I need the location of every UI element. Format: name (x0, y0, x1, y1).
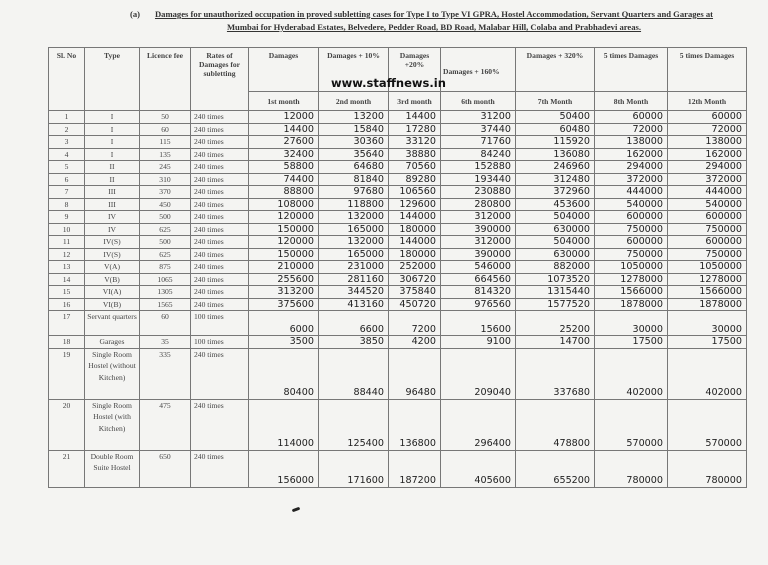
cell-6th-month: 312000 (441, 236, 516, 249)
cell-1st-month: 150000 (249, 223, 319, 236)
cell-1st-month: 255600 (249, 273, 319, 286)
cell-8th-month: 570000 (595, 399, 668, 450)
cell-3rd-month: 17280 (389, 123, 441, 136)
cell-2nd-month: 64680 (319, 161, 389, 174)
cell-7th-month: 136080 (516, 148, 595, 161)
cell-6th-month: 230880 (441, 186, 516, 199)
cell-sl-no: 21 (49, 450, 85, 487)
cell-6th-month: 296400 (441, 399, 516, 450)
cell-licence-fee: 35 (140, 336, 191, 349)
cell-8th-month: 294000 (595, 161, 668, 174)
cell-7th-month: 50400 (516, 111, 595, 124)
cell-8th-month: 780000 (595, 450, 668, 487)
cell-rate: 240 times (191, 198, 249, 211)
cell-12th-month: 1878000 (668, 298, 747, 311)
subheader-2nd-month: 2nd month (319, 92, 389, 111)
cell-3rd-month: 187200 (389, 450, 441, 487)
header-sl-no: Sl. No (49, 48, 85, 111)
cell-12th-month: 780000 (668, 450, 747, 487)
cell-sl-no: 13 (49, 261, 85, 274)
cell-licence-fee: 135 (140, 148, 191, 161)
cell-rate: 240 times (191, 248, 249, 261)
cell-1st-month: 120000 (249, 236, 319, 249)
cell-2nd-month: 171600 (319, 450, 389, 487)
cell-12th-month: 294000 (668, 161, 747, 174)
cell-1st-month: 88800 (249, 186, 319, 199)
cell-2nd-month: 3850 (319, 336, 389, 349)
cell-7th-month: 1315440 (516, 286, 595, 299)
cell-licence-fee: 60 (140, 311, 191, 336)
cell-sl-no: 18 (49, 336, 85, 349)
cell-2nd-month: 118800 (319, 198, 389, 211)
cell-3rd-month: 306720 (389, 273, 441, 286)
cell-3rd-month: 180000 (389, 248, 441, 261)
cell-6th-month: 37440 (441, 123, 516, 136)
table-row (49, 198, 747, 211)
cell-sl-no: 15 (49, 286, 85, 299)
cell-rate: 240 times (191, 450, 249, 487)
cell-12th-month: 540000 (668, 198, 747, 211)
cell-type: III (85, 198, 140, 211)
cell-12th-month: 30000 (668, 311, 747, 336)
cell-1st-month: 114000 (249, 399, 319, 450)
cell-2nd-month: 344520 (319, 286, 389, 299)
cell-type: II (85, 161, 140, 174)
cell-type: I (85, 123, 140, 136)
subheader-7th-month: 7th Month (516, 92, 595, 111)
cell-8th-month: 750000 (595, 223, 668, 236)
cell-7th-month: 115920 (516, 136, 595, 149)
cell-type: IV(S) (85, 236, 140, 249)
cell-rate: 240 times (191, 136, 249, 149)
cell-12th-month: 162000 (668, 148, 747, 161)
cell-8th-month: 540000 (595, 198, 668, 211)
cell-3rd-month: 38880 (389, 148, 441, 161)
cell-type: VI(A) (85, 286, 140, 299)
cell-1st-month: 150000 (249, 248, 319, 261)
cell-3rd-month: 375840 (389, 286, 441, 299)
cell-type: IV (85, 211, 140, 224)
cell-2nd-month: 165000 (319, 223, 389, 236)
cell-12th-month: 600000 (668, 236, 747, 249)
header-damages-320: Damages + 320% (516, 48, 595, 92)
cell-1st-month: 58800 (249, 161, 319, 174)
cell-type: III (85, 186, 140, 199)
cell-3rd-month: 7200 (389, 311, 441, 336)
cell-licence-fee: 1565 (140, 298, 191, 311)
cell-6th-month: 280800 (441, 198, 516, 211)
cell-2nd-month: 13200 (319, 111, 389, 124)
cell-7th-month: 655200 (516, 450, 595, 487)
cell-6th-month: 84240 (441, 148, 516, 161)
cell-rate: 240 times (191, 173, 249, 186)
cell-licence-fee: 875 (140, 261, 191, 274)
cell-3rd-month: 136800 (389, 399, 441, 450)
header-damages-10: Damages + 10% (319, 48, 389, 92)
cell-3rd-month: 89280 (389, 173, 441, 186)
cell-7th-month: 1577520 (516, 298, 595, 311)
subheader-1st-month: 1st month (249, 92, 319, 111)
cell-rate: 240 times (191, 286, 249, 299)
cell-sl-no: 16 (49, 298, 85, 311)
cell-rate: 240 times (191, 148, 249, 161)
cell-type: Single Room Hostel (without Kitchen) (85, 348, 140, 399)
cell-1st-month: 80400 (249, 348, 319, 399)
cell-type: IV (85, 223, 140, 236)
cell-2nd-month: 6600 (319, 311, 389, 336)
cell-8th-month: 60000 (595, 111, 668, 124)
cell-3rd-month: 70560 (389, 161, 441, 174)
cell-12th-month: 750000 (668, 248, 747, 261)
cell-3rd-month: 450720 (389, 298, 441, 311)
cell-8th-month: 17500 (595, 336, 668, 349)
cell-7th-month: 504000 (516, 236, 595, 249)
cell-1st-month: 32400 (249, 148, 319, 161)
cell-sl-no: 5 (49, 161, 85, 174)
cell-licence-fee: 500 (140, 211, 191, 224)
document-title (100, 8, 768, 34)
cell-2nd-month: 88440 (319, 348, 389, 399)
cell-2nd-month: 30360 (319, 136, 389, 149)
subheader-3rd-month: 3rd month (389, 92, 441, 111)
cell-sl-no: 10 (49, 223, 85, 236)
cell-8th-month: 162000 (595, 148, 668, 161)
cell-7th-month: 312480 (516, 173, 595, 186)
header-type: Type (85, 48, 140, 111)
cell-2nd-month: 15840 (319, 123, 389, 136)
table-row (49, 261, 747, 274)
cell-rate: 240 times (191, 399, 249, 450)
header-damages-160: Damages + 160% (441, 48, 516, 92)
cell-12th-month: 1278000 (668, 273, 747, 286)
cell-rate: 240 times (191, 236, 249, 249)
cell-sl-no: 14 (49, 273, 85, 286)
cell-6th-month: 814320 (441, 286, 516, 299)
table-row (49, 286, 747, 299)
cell-sl-no: 7 (49, 186, 85, 199)
cell-licence-fee: 625 (140, 223, 191, 236)
cell-rate: 240 times (191, 223, 249, 236)
cell-6th-month: 193440 (441, 173, 516, 186)
cell-3rd-month: 180000 (389, 223, 441, 236)
table-row (49, 248, 747, 261)
cell-12th-month: 372000 (668, 173, 747, 186)
cell-1st-month: 108000 (249, 198, 319, 211)
cell-12th-month: 60000 (668, 111, 747, 124)
table-row (49, 236, 747, 249)
title-line-2: Mumbai for Hyderabad Estates, Belvedere, Pedder Road, BD Road, Malabar Hill, Colaba and Prabhadevi areas. (226, 22, 642, 32)
cell-type: Garages (85, 336, 140, 349)
cell-2nd-month: 132000 (319, 211, 389, 224)
cell-12th-month: 72000 (668, 123, 747, 136)
cell-8th-month: 30000 (595, 311, 668, 336)
cell-rate: 100 times (191, 336, 249, 349)
cell-3rd-month: 144000 (389, 236, 441, 249)
cell-1st-month: 3500 (249, 336, 319, 349)
watermark: www.staffnews.in (331, 76, 446, 90)
cell-6th-month: 546000 (441, 261, 516, 274)
cell-2nd-month: 81840 (319, 173, 389, 186)
table-row (49, 173, 747, 186)
table-row (49, 136, 747, 149)
cell-6th-month: 209040 (441, 348, 516, 399)
cell-sl-no: 11 (49, 236, 85, 249)
cell-type: IV(S) (85, 248, 140, 261)
cell-type: V(A) (85, 261, 140, 274)
header-5-times-a: 5 times Damages (595, 48, 668, 92)
cell-type: II (85, 173, 140, 186)
cell-1st-month: 74400 (249, 173, 319, 186)
cell-6th-month: 390000 (441, 248, 516, 261)
cell-sl-no: 3 (49, 136, 85, 149)
cell-type: I (85, 136, 140, 149)
cell-sl-no: 4 (49, 148, 85, 161)
cell-rate: 240 times (191, 273, 249, 286)
header-rates: Rates of Damages for subletting (191, 48, 249, 111)
table-row (49, 273, 747, 286)
cell-type: I (85, 111, 140, 124)
cell-licence-fee: 650 (140, 450, 191, 487)
cell-2nd-month: 413160 (319, 298, 389, 311)
cell-6th-month: 9100 (441, 336, 516, 349)
cell-7th-month: 246960 (516, 161, 595, 174)
cell-sl-no: 17 (49, 311, 85, 336)
cell-sl-no: 6 (49, 173, 85, 186)
cell-type: V(B) (85, 273, 140, 286)
cell-8th-month: 372000 (595, 173, 668, 186)
cell-type: Single Room Hostel (with Kitchen) (85, 399, 140, 450)
damages-table (48, 47, 747, 488)
cell-8th-month: 444000 (595, 186, 668, 199)
cell-type: Servant quarters (85, 311, 140, 336)
cell-2nd-month: 97680 (319, 186, 389, 199)
table-row (49, 450, 747, 487)
table-row (49, 186, 747, 199)
cell-rate: 100 times (191, 311, 249, 336)
cell-2nd-month: 281160 (319, 273, 389, 286)
cell-rate: 240 times (191, 298, 249, 311)
cell-7th-month: 630000 (516, 248, 595, 261)
cell-licence-fee: 450 (140, 198, 191, 211)
cell-7th-month: 1073520 (516, 273, 595, 286)
cell-1st-month: 313200 (249, 286, 319, 299)
cell-3rd-month: 4200 (389, 336, 441, 349)
cell-12th-month: 1566000 (668, 286, 747, 299)
cell-3rd-month: 129600 (389, 198, 441, 211)
table-row (49, 399, 747, 450)
subheader-6th-month: 6th month (441, 92, 516, 111)
cell-8th-month: 138000 (595, 136, 668, 149)
title-label: (a) (130, 9, 141, 19)
cell-sl-no: 9 (49, 211, 85, 224)
cell-7th-month: 337680 (516, 348, 595, 399)
title-line-1: Damages for unauthorized occupation in proved subletting cases for Type I to Type VI GPRA, Hostel Accommodation, Servant Quarters and Garages at (154, 9, 714, 19)
cell-licence-fee: 370 (140, 186, 191, 199)
cell-7th-month: 630000 (516, 223, 595, 236)
cell-8th-month: 1878000 (595, 298, 668, 311)
table-row (49, 211, 747, 224)
cell-6th-month: 390000 (441, 223, 516, 236)
cell-2nd-month: 125400 (319, 399, 389, 450)
cell-1st-month: 14400 (249, 123, 319, 136)
header-damages: Damages (249, 48, 319, 92)
table-row (49, 161, 747, 174)
cell-licence-fee: 310 (140, 173, 191, 186)
cell-3rd-month: 33120 (389, 136, 441, 149)
cell-3rd-month: 14400 (389, 111, 441, 124)
cell-licence-fee: 1305 (140, 286, 191, 299)
cell-6th-month: 664560 (441, 273, 516, 286)
table-row (49, 311, 747, 336)
cell-2nd-month: 132000 (319, 236, 389, 249)
cell-6th-month: 71760 (441, 136, 516, 149)
cell-6th-month: 15600 (441, 311, 516, 336)
cell-sl-no: 19 (49, 348, 85, 399)
cell-licence-fee: 115 (140, 136, 191, 149)
cell-1st-month: 27600 (249, 136, 319, 149)
cell-12th-month: 750000 (668, 223, 747, 236)
table-row (49, 298, 747, 311)
table-row (49, 348, 747, 399)
cell-7th-month: 478800 (516, 399, 595, 450)
cell-6th-month: 976560 (441, 298, 516, 311)
cell-sl-no: 8 (49, 198, 85, 211)
cell-licence-fee: 1065 (140, 273, 191, 286)
cell-12th-month: 402000 (668, 348, 747, 399)
header-5-times-b: 5 times Damages (668, 48, 747, 92)
cell-6th-month: 405600 (441, 450, 516, 487)
cell-2nd-month: 165000 (319, 248, 389, 261)
table-row (49, 223, 747, 236)
subheader-8th-month: 8th Month (595, 92, 668, 111)
cell-8th-month: 402000 (595, 348, 668, 399)
cell-type: Double Room Suite Hostel (85, 450, 140, 487)
cell-licence-fee: 50 (140, 111, 191, 124)
cell-8th-month: 600000 (595, 211, 668, 224)
cell-8th-month: 600000 (595, 236, 668, 249)
cell-7th-month: 882000 (516, 261, 595, 274)
cell-sl-no: 1 (49, 111, 85, 124)
cell-12th-month: 138000 (668, 136, 747, 149)
cell-12th-month: 17500 (668, 336, 747, 349)
cell-1st-month: 6000 (249, 311, 319, 336)
cell-rate: 240 times (191, 123, 249, 136)
cell-licence-fee: 335 (140, 348, 191, 399)
cell-7th-month: 453600 (516, 198, 595, 211)
cell-7th-month: 504000 (516, 211, 595, 224)
cell-8th-month: 72000 (595, 123, 668, 136)
cell-licence-fee: 625 (140, 248, 191, 261)
cell-rate: 240 times (191, 111, 249, 124)
cell-sl-no: 2 (49, 123, 85, 136)
cell-2nd-month: 231000 (319, 261, 389, 274)
cell-rate: 240 times (191, 261, 249, 274)
cell-3rd-month: 96480 (389, 348, 441, 399)
cell-licence-fee: 245 (140, 161, 191, 174)
cell-3rd-month: 106560 (389, 186, 441, 199)
cell-1st-month: 120000 (249, 211, 319, 224)
cell-1st-month: 210000 (249, 261, 319, 274)
cell-type: I (85, 148, 140, 161)
cell-sl-no: 20 (49, 399, 85, 450)
cell-sl-no: 12 (49, 248, 85, 261)
cell-12th-month: 600000 (668, 211, 747, 224)
subheader-12th-month: 12th Month (668, 92, 747, 111)
cell-rate: 240 times (191, 211, 249, 224)
header-damages-20: Damages +20% (389, 48, 441, 92)
table-row (49, 111, 747, 124)
cell-6th-month: 152880 (441, 161, 516, 174)
cell-6th-month: 312000 (441, 211, 516, 224)
cell-7th-month: 14700 (516, 336, 595, 349)
cell-type: VI(B) (85, 298, 140, 311)
cell-rate: 240 times (191, 161, 249, 174)
cell-8th-month: 1278000 (595, 273, 668, 286)
cell-licence-fee: 60 (140, 123, 191, 136)
cell-7th-month: 25200 (516, 311, 595, 336)
cell-8th-month: 750000 (595, 248, 668, 261)
cell-rate: 240 times (191, 186, 249, 199)
cell-8th-month: 1050000 (595, 261, 668, 274)
cell-2nd-month: 35640 (319, 148, 389, 161)
cell-licence-fee: 475 (140, 399, 191, 450)
cell-12th-month: 1050000 (668, 261, 747, 274)
cell-1st-month: 375600 (249, 298, 319, 311)
cell-7th-month: 60480 (516, 123, 595, 136)
header-licence-fee: Licence fee (140, 48, 191, 111)
cell-licence-fee: 500 (140, 236, 191, 249)
cell-3rd-month: 144000 (389, 211, 441, 224)
cell-6th-month: 31200 (441, 111, 516, 124)
ink-mark (292, 507, 301, 513)
cell-1st-month: 12000 (249, 111, 319, 124)
cell-12th-month: 570000 (668, 399, 747, 450)
cell-12th-month: 444000 (668, 186, 747, 199)
cell-1st-month: 156000 (249, 450, 319, 487)
cell-rate: 240 times (191, 348, 249, 399)
cell-7th-month: 372960 (516, 186, 595, 199)
table-row (49, 336, 747, 349)
cell-8th-month: 1566000 (595, 286, 668, 299)
table-row (49, 148, 747, 161)
table-row (49, 123, 747, 136)
cell-3rd-month: 252000 (389, 261, 441, 274)
